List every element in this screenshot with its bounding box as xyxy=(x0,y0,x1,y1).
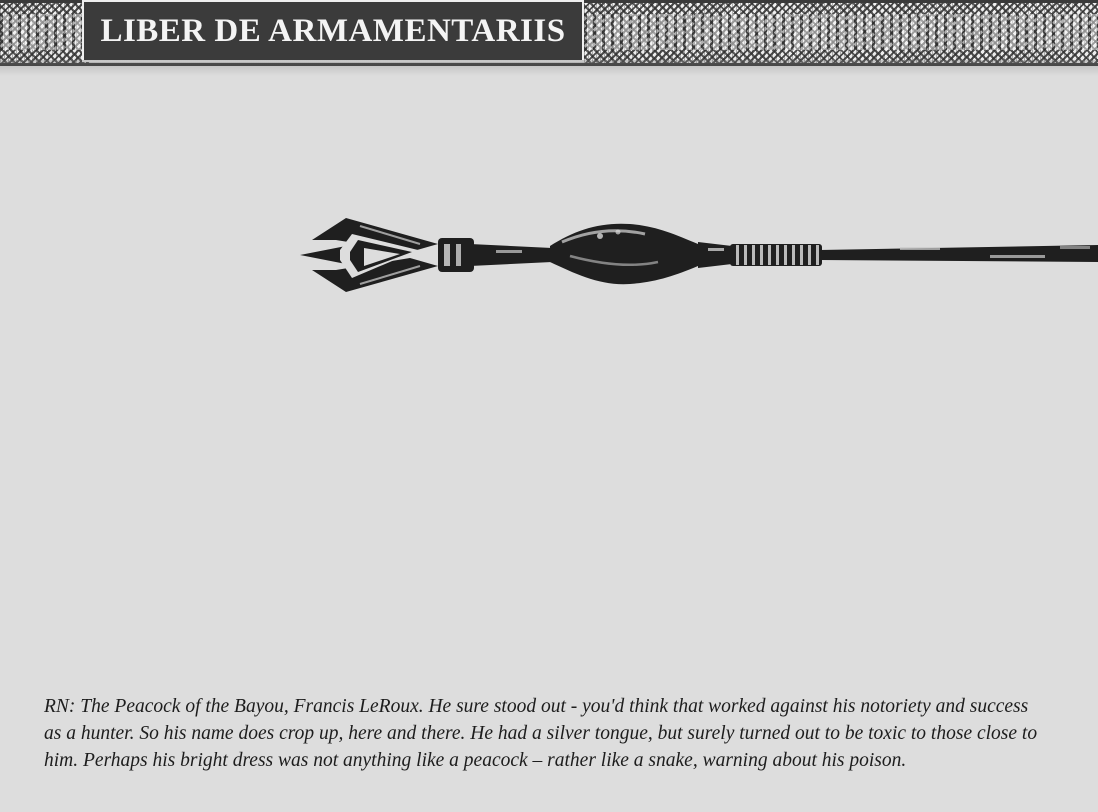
header-rule-bottom xyxy=(0,63,1098,66)
harpoon-spear-illustration xyxy=(300,200,1098,310)
filigree-ornament-left xyxy=(0,0,90,66)
filigree-ornament-right xyxy=(584,0,1098,66)
page-title: LIBER DE ARMAMENTARIIS xyxy=(100,12,566,49)
title-plate xyxy=(82,0,584,62)
caption-text: RN: The Peacock of the Bayou, Francis LeRoux. He sure stood out - you'd think that worked against his notoriety and success as a hunter. So his name does crop up, here and there. He had a silver tongue, but surely turned out to be toxic to those close to him. Perhaps his bright dress was not anything like a peacock – rather like a snake, warning about his poison. xyxy=(44,696,1038,771)
header-band xyxy=(0,0,1098,66)
